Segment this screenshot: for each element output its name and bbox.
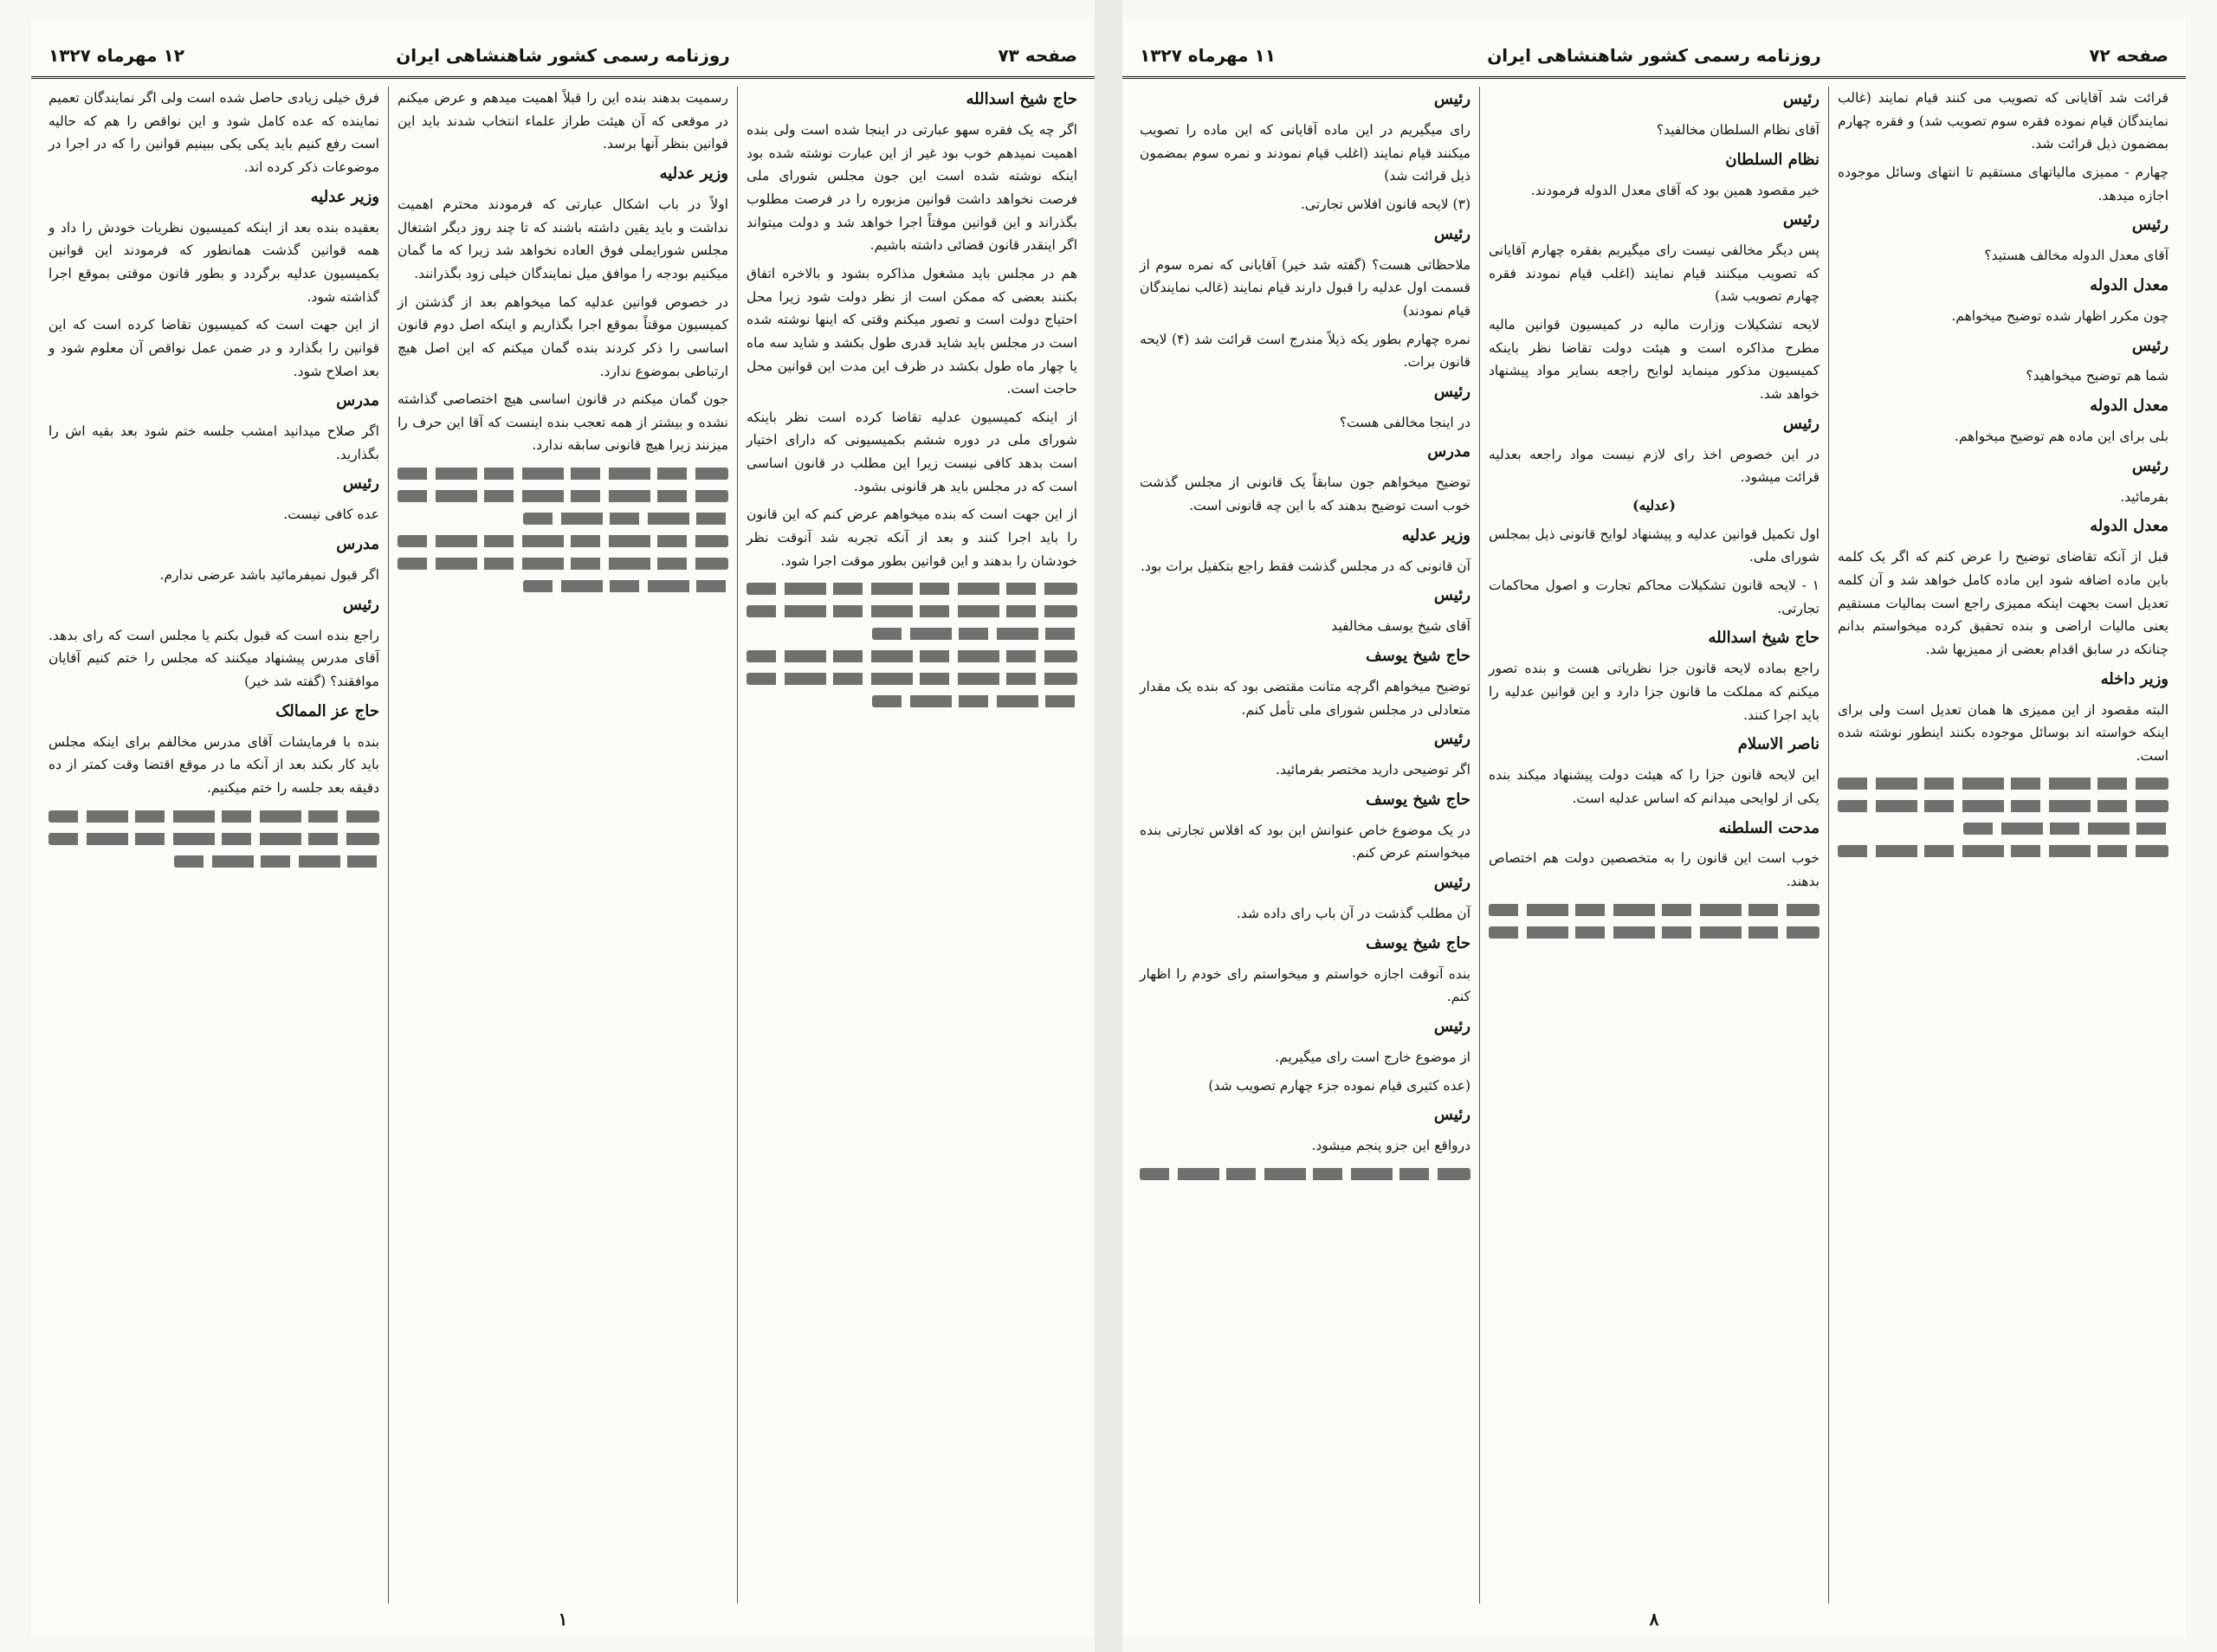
paragraph: اگر توضیحی دارید مختصر بفرمائید.: [1276, 762, 1470, 778]
speaker-name: رئیس: [1433, 90, 1470, 108]
illegible-text-line: [1489, 926, 1819, 939]
illegible-text-line: [747, 650, 1077, 662]
paragraph: بلی برای این ماده هم توضیح میخواهم.: [1954, 429, 2169, 445]
paragraph: هم در مجلس باید مشغول مذاکره بشود و بالاخره اتفاق بکنند بعضی که ممکن است از نظر دولت شود زیرا محل احتیاج دولت است و تصور میکنم وقتی که اینها نوشته شده است در مجلس باید شاید قدری طول بکشد و شاید سه ماه یا چهار ماه طول بکشد در ظرف این مدت این قوانین محل حاجت است.: [747, 265, 1077, 397]
speaker-name: رئیس: [1433, 382, 1470, 401]
speaker-name: معدل الدوله: [2090, 397, 2169, 416]
paragraph: ۱ - لایحه قانون تشکیلات محاکم تجارت و اصول محاکمات تجارتی.: [1489, 578, 1819, 616]
speaker-name: حاج شیخ یوسف: [1366, 933, 1470, 952]
illegible-text-line: [398, 490, 728, 502]
paragraph: توضیح میخواهم اگرچه متانت مقتضی بود که بنده یک مقدار متعادلی در مجلس شورای ملی تأمل کنم.: [1140, 678, 1470, 718]
speaker-name: رئیس: [1433, 1016, 1470, 1036]
paragraph: راجع بنده است که قبول بکنم یا مجلس است که رای بدهد. آقای مدرس پیشنهاد میکنند که مجلس را ختم کنیم آقایان موافقند؟ (گفته شد خیر): [48, 627, 379, 689]
illegible-text-line: [523, 513, 728, 525]
paragraph: (۳) لایحه قانون افلاس تجارتی.: [1300, 196, 1470, 212]
speaker-name: رئیس: [1782, 414, 1819, 433]
paragraph: در یک موضوع خاص عنوانش این بود که افلاس تجارتی بنده میخواستم عرض کنم.: [1140, 822, 1470, 861]
speaker-name: ناصر الاسلام: [1737, 735, 1819, 754]
paragraph: این لایحه قانون جزا را که هیئت دولت پیشنهاد میکند بنده یکی از لوایحی میدانم که اساس عدلیه است.: [1489, 767, 1819, 806]
left-folio: ۱: [558, 1609, 568, 1629]
paragraph: اول تکمیل قوانین عدلیه و پیشنهاد لوایح قانونی ذیل بمجلس شورای ملی.: [1489, 526, 1819, 565]
right-page: [1122, 17, 2186, 1638]
paragraph: نمره چهارم بطور یکه ذیلاً مندرج است قرائت شد (۴) لایحه قانون برات.: [1140, 331, 1470, 371]
paragraph: بنده آنوقت اجازه خواستم و میخواستم رای خودم را اظهار کنم.: [1140, 965, 1470, 1005]
paragraph: از این جهت است که بنده میخواهم عرض کنم که این قانون را باید اجرا کنند و بعد از آنکه تجربه شد آنوقت نظر خودشان را بدهند و این قوانین بطور موقت اجرا شود.: [747, 507, 1077, 569]
paragraph: از این جهت است که کمیسیون تقاضا کرده است که این قوانین را بگذارد و در ضمن عمل نواقص آن معلوم شود و بعد اصلاح شود.: [48, 317, 379, 379]
paragraph: در اینجا مخالفی هست؟: [1339, 414, 1470, 430]
illegible-text-line: [398, 535, 728, 547]
speaker-name: رئیس: [1433, 224, 1470, 243]
paragraph: راجع بماده لایحه قانون جزا نظریاتی هست و بنده تصور میکنم که مملکت ما قانون جزا دارد و این قوانین عدلیه را باید اجرا کنند.: [1489, 661, 1819, 723]
speaker-name: حاج شیخ یوسف: [1366, 646, 1470, 665]
illegible-text-line: [398, 468, 728, 480]
speaker-name: مدحت السلطنه: [1718, 818, 1819, 837]
illegible-text-line: [398, 558, 728, 570]
paragraph: در خصوص قوانین عدلیه کما میخواهم بعد از گذشتن از کمیسیون موقتاً بموقع اجرا بگذاریم و اینکه اصل دوم قانون اساسی را ذکر کردند بنده گمان میکنم که این اصل هیچ ارتباطی بموضوع ندارد.: [398, 294, 728, 379]
speaker-name: رئیس: [2131, 216, 2169, 235]
paragraph: آقای معدل الدوله مخالف هستید؟: [1984, 248, 2169, 264]
illegible-text-line: [48, 810, 379, 823]
paragraph: در این خصوص اخذ رای لازم نیست مواد راجعه بعدلیه قرائت میشود.: [1489, 446, 1819, 486]
speaker-name: وزیر عدلیه: [1401, 526, 1470, 545]
text-column: [1829, 87, 2177, 1604]
illegible-text-line: [872, 695, 1077, 707]
speaker-name: مدرس: [336, 535, 379, 554]
paragraph: اگر صلاح میدانید امشب جلسه ختم شود بعد بقیه اش را بگذارید.: [48, 423, 379, 462]
paragraph: چهارم - ممیزی مالیاتهای مستقیم تا انتهای وسائل موجوده اجازه میدهد.: [1838, 164, 2169, 203]
paragraph: (عده کثیری قیام نموده جزء چهارم تصویب شد): [1208, 1077, 1470, 1094]
speaker-name: حاج عز الممالک: [275, 701, 379, 720]
paragraph: قبل از آنکه تقاضای توضیح را عرض کنم که اگر یک کلمه باین ماده اضافه شود این ماده کامل خواهد شد و آن کلمه تعدیل است بجهت اینکه ممیزی راجع است بمالیات مستقیم یعنی مالیات اراضی و بنده تحقیق کرده میخواستم بدانم چنانکه در سابق اقدام بعضی از ممیزیها شد.: [1838, 549, 2169, 657]
speaker-name: وزیر عدلیه: [659, 164, 728, 183]
paragraph: قرائت شد آقایانی که تصویب می کنند قیام نمایند (غالب نمایندگان قیام نموده فقره سوم تصویب شد) و فقره چهارم بمضمون ذیل قرائت شد.: [1838, 90, 2169, 152]
speaker-name: رئیس: [1433, 874, 1470, 893]
paragraph: بعقیده بنده بعد از اینکه کمیسیون نظریات خودش را داد و همه قوانین گذشت همانطور که فرمودند این قوانین بکمیسیون عدلیه برگردد و بطور قانون موقتی بموقع اجرا گذاشته شود.: [48, 219, 379, 305]
speaker-name: نظام السلطان: [1725, 150, 1819, 169]
paragraph: درواقع این جزو پنجم میشود.: [1311, 1138, 1470, 1154]
speaker-name: رئیس: [2131, 456, 2169, 475]
illegible-text-line: [747, 583, 1077, 595]
paragraph: چون مکرر اظهار شده توضیح میخواهم.: [1951, 307, 2169, 324]
speaker-name: رئیس: [342, 595, 379, 614]
right-page-date: ۱۱ مهرماه ۱۳۲۷: [1140, 45, 1276, 66]
right-columns: [1131, 87, 2177, 1604]
speaker-name: حاج شیخ یوسف: [1366, 790, 1470, 809]
speaker-name: وزیر عدلیه: [310, 187, 379, 206]
paragraph: توضیح میخواهم جون سابقاً یک قانونی از مجلس گذشت خوب است توضیح بدهند که با این چه قانونی است.: [1140, 474, 1470, 514]
speaker-name: رئیس: [1782, 210, 1819, 229]
paragraph: پس دیگر مخالفی نیست رای میگیریم بفقره چهارم آقایانی که تصویب میکنند قیام نمایند (اغلب قیام نمودند فقره چهارم تصویب شد): [1489, 242, 1819, 305]
paragraph: بنده با فرمایشات آقای مدرس مخالفم برای اینکه مجلس باید کار بکند بعد از آنکه ما در موقع اقتضا وقت کمتر از ده دقیقه بعد جلسه را ختم میکنیم.: [48, 733, 379, 796]
paragraph: خوب است این قانون را به متخصصین دولت هم اختصاص بدهند.: [1489, 850, 1819, 890]
right-page-header: [1122, 35, 2186, 79]
speaker-name: رئیس: [2131, 336, 2169, 355]
left-page-date: ۱۲ مهرماه ۱۳۲۷: [48, 45, 184, 66]
text-column: [1480, 87, 1829, 1604]
speaker-name: رئیس: [1433, 730, 1470, 749]
left-page-header: [31, 35, 1095, 79]
paragraph: البته مقصود از این ممیزی ها همان تعدیل است ولی برای اینکه خواسته اند بوسائل موجوده بکنند اینطور نوشته شده است.: [1838, 701, 2169, 764]
speaker-name: رئیس: [342, 474, 379, 494]
speaker-name: معدل الدوله: [2090, 275, 2169, 294]
speaker-name: رئیس: [1433, 586, 1470, 605]
paragraph: ملاحظاتی هست؟ (گفته شد خیر) آقایانی که نمره سوم از قسمت اول عدلیه را قبول دارند قیام نمایند (غالب نمایندگان قیام نمودند): [1140, 256, 1470, 319]
paragraph: آقای نظام السلطان مخالفید؟: [1656, 121, 1819, 138]
illegible-text-line: [747, 605, 1077, 617]
speaker-name: رئیس: [1782, 90, 1819, 108]
illegible-text-line: [174, 855, 379, 868]
paragraph: از موضوع خارج است رای میگیریم.: [1275, 1049, 1470, 1065]
speaker-name: حاج شیخ اسدالله: [966, 90, 1077, 108]
paragraph: اگر چه یک فقره سهو عبارتی در اینجا شده است ولی بنده اهمیت نمیدهم خوب بود غیر از این عبارت نوشته شده بود اینکه نوشته شده است این جون مجلس شورای ملی فرصت نخواهد داشت قوانین مزبوره را در فرصت مطلوب بگذراند و این قوانین موقتاً اجرا خواهد شد و دولت میتواند اگر اینقدر قانون قضائی داشته باشیم.: [747, 121, 1077, 254]
illegible-text-line: [523, 580, 728, 592]
paragraph: آن مطلب گذشت در آن باب رای داده شد.: [1236, 906, 1470, 921]
speaker-name: معدل الدوله: [2090, 517, 2169, 536]
paragraph: فرق خیلی زیادی حاصل شده است ولی اگر نمایندگان تعمیم نماینده که عده کامل شود و این نواقص را هم که حالیه است رفع کنیم باید یکی یکی ببینیم قوانین را که در اجرا در موضوعات ذکر کرده اند.: [48, 90, 379, 175]
paragraph: جون گمان میکنم در قانون اساسی هیچ اختصاصی گذاشته نشده و بیشتر از همه تعجب بنده اینست که آقا این حرف را میزنند زیرا هیچ قانونی سابقه ندارد.: [398, 391, 728, 454]
illegible-text-line: [872, 628, 1077, 640]
paragraph: لایحه تشکیلات وزارت مالیه در کمیسیون قوانین مالیه مطرح مذاکره است و هیئت دولت تقاضا نظر باینکه کمیسیون مذکور مینماید لوایح راجعه بسایر مواد پیشنهاد خواهد شد.: [1489, 317, 1819, 403]
illegible-text-line: [1140, 1168, 1470, 1180]
illegible-text-line: [48, 833, 379, 845]
text-column: [1131, 87, 1480, 1604]
paragraph: از اینکه کمیسیون عدلیه تقاضا کرده است نظر باینکه شورای ملی در دوره ششم بکمیسیونی که دارای اختیار است بدهد کافی نیست زیرا این مطلب در قانون اساسی است که در مجلس باید هر قانونی بشود.: [747, 409, 1077, 494]
page-spine: [1095, 0, 1122, 1652]
speaker-name: مدرس: [336, 391, 379, 410]
left-page-title: روزنامه رسمی کشور شاهنشاهی ایران: [396, 45, 730, 66]
speaker-name: وزیر داخله: [2100, 669, 2169, 688]
paragraph: اولاً در باب اشکال عبارتی که فرمودند محترم اهمیت نداشت و باید یقین داشته باشند که تا چند روز دیگر اشتغال مجلس شورایملی فوق العاده نخواهد شد زیرا که ما گمان میکنیم بودجه را موافق میل نمایندگان خیلی زود بگذرانند.: [398, 196, 728, 281]
speaker-name: رئیس: [1433, 1106, 1470, 1125]
text-column: [738, 87, 1086, 1604]
left-columns: [40, 87, 1086, 1604]
text-column: [389, 87, 738, 1604]
speaker-name: حاج شیخ اسدالله: [1708, 629, 1819, 648]
paragraph: رای میگیریم در این ماده آقایانی که این ماده را تصویب میکنند قیام نمایند (اغلب قیام نمودند و نمره سوم بمضمون ذیل قرائت شد): [1140, 121, 1470, 184]
section-heading: (عدلیه): [1632, 497, 1676, 514]
speaker-name: مدرس: [1427, 442, 1470, 461]
paragraph: رسمیت بدهند بنده این را قبلاً اهمیت میدهم و عرض میکنم در موقعی که آن هیئت طراز علماء انتخاب شدند باید این قوانین بنظر آنها برسد.: [398, 90, 728, 152]
illegible-text-line: [1838, 778, 2169, 790]
right-page-title: روزنامه رسمی کشور شاهنشاهی ایران: [1487, 45, 1821, 66]
paragraph: خیر مقصود همین بود که آقای معدل الدوله فرمودند.: [1530, 182, 1819, 198]
illegible-text-line: [1963, 823, 2169, 835]
right-page-number: صفحه ۷۲: [2089, 45, 2169, 66]
left-page-number: صفحه ۷۳: [998, 45, 1077, 66]
illegible-text-line: [1838, 845, 2169, 857]
paragraph: عده کافی نیست.: [283, 507, 379, 523]
paragraph: آن قانونی که در مجلس گذشت فقط راجع بتکفیل برات بود.: [1141, 558, 1470, 574]
paragraph: آقای شیخ یوسف مخالفید: [1331, 618, 1470, 635]
illegible-text-line: [1489, 904, 1819, 916]
text-column: [40, 87, 389, 1604]
illegible-text-line: [1838, 800, 2169, 812]
illegible-text-line: [747, 673, 1077, 685]
left-page: [31, 17, 1095, 1638]
paragraph: بفرمائید.: [2120, 488, 2169, 505]
paragraph: اگر قبول نمیفرمائید باشد عرضی ندارم.: [159, 567, 379, 583]
paragraph: شما هم توضیح میخواهید؟: [2026, 368, 2169, 384]
right-folio: ۸: [1649, 1609, 1659, 1629]
